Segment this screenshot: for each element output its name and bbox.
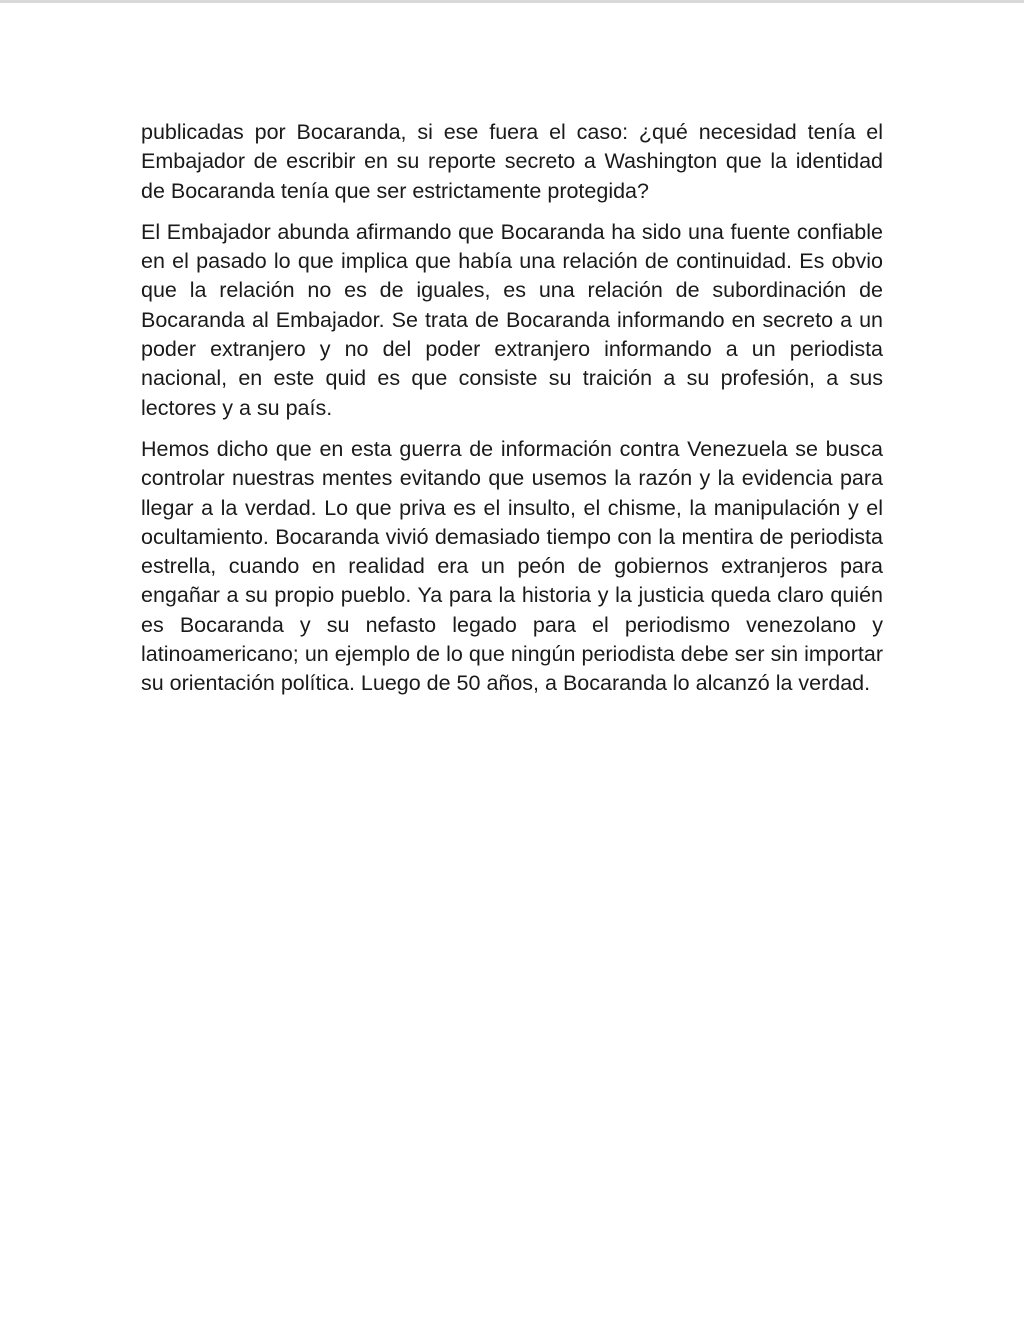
paragraph-1: publicadas por Bocaranda, si ese fuera el caso: ¿qué necesidad tenía el Embajador de escribir en su reporte secreto a Washington que la identidad de Bocaranda tenía que ser estrictamente protegida? (141, 120, 883, 203)
paragraph-2: El Embajador abunda afirmando que Bocaranda ha sido una fuente confiable en el pasado lo que implica que había una relación de continuidad. Es obvio que la relación no es de iguales, es una relación de subordinación de Bocaranda al Embajador. Se trata de Bocaranda informando en secreto a un poder extranjero y no del poder extranjero informando a un periodista nacional, en este quid es que consiste su traición a su profesión, a sus lectores y a su país. (141, 219, 883, 420)
document-page (141, 118, 883, 711)
paragraph-3: Hemos dicho que en esta guerra de información contra Venezuela se busca controlar nuestras mentes evitando que usemos la razón y la evidencia para llegar a la verdad. Lo que priva es el insulto, el chisme, la manipulación y el ocultamiento. Bocaranda vivió demasiado tiempo con la mentira de periodista estrella, cuando en realidad era un peón de gobiernos extranjeros para engañar a su propio pueblo. Ya para la historia y la justicia queda claro quién es Bocaranda y su nefasto legado para el periodismo venezolano y latinoamericano; un ejemplo de lo que ningún periodista debe ser sin importar su orientación política. Luego de 50 años, a Bocaranda lo alcanzó la verdad. (141, 436, 883, 696)
page-top-border (0, 0, 1024, 3)
